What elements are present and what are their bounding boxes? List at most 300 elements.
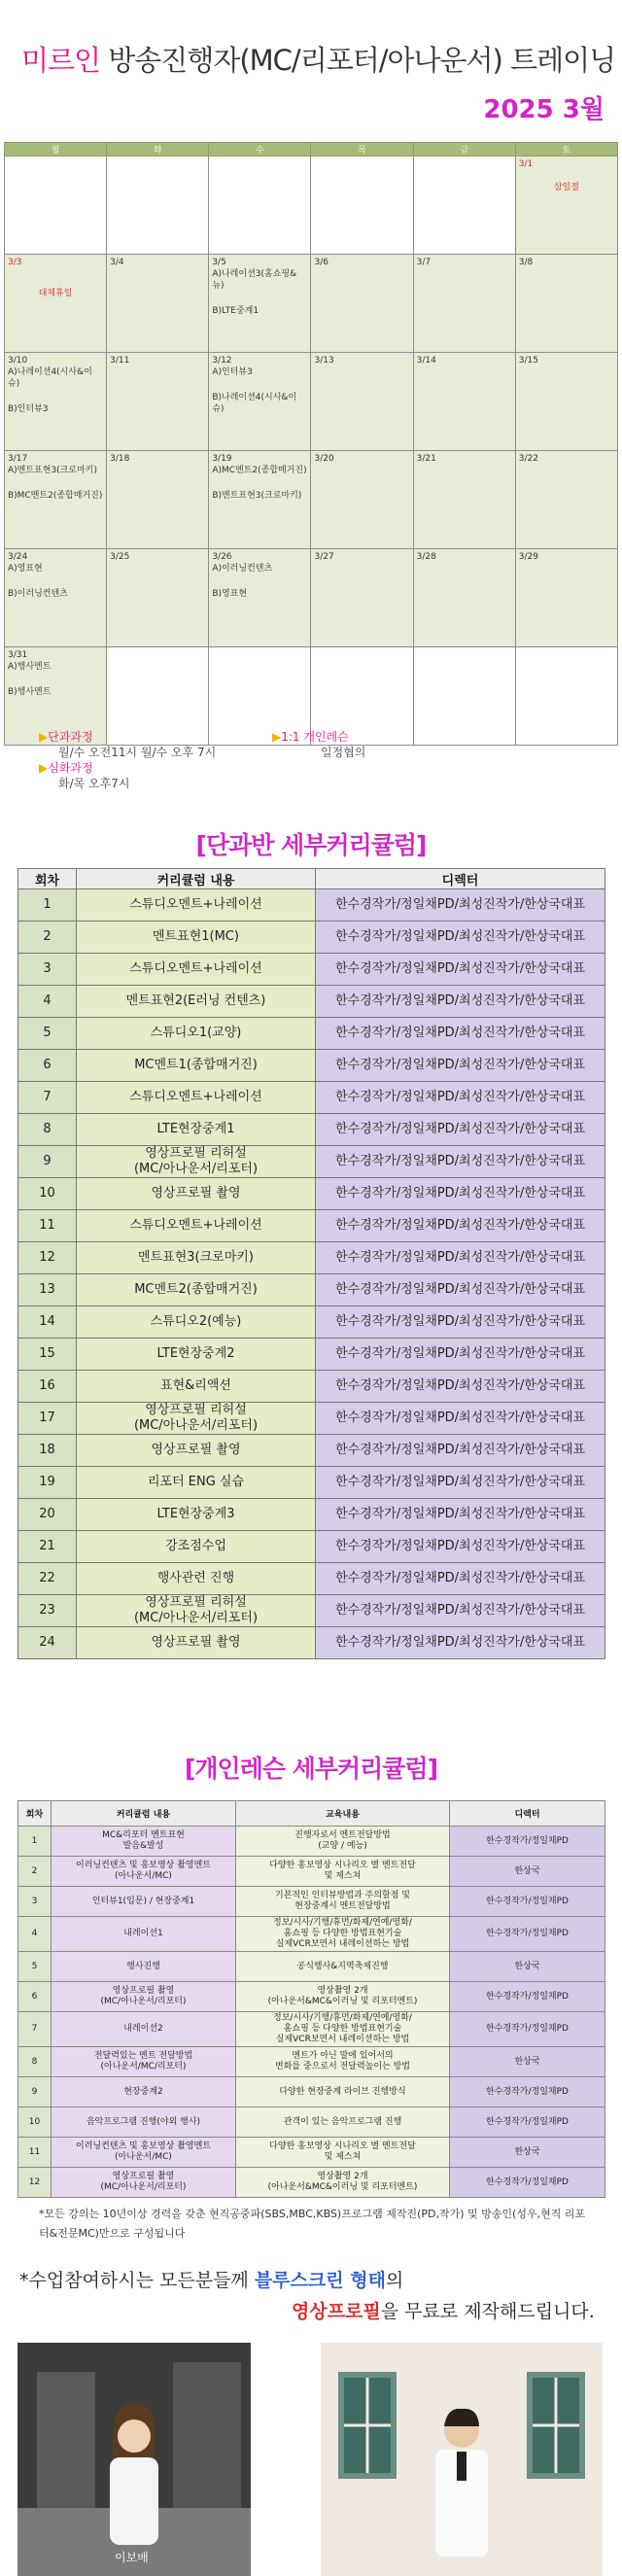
cell-line: 8 xyxy=(43,1122,52,1136)
title-text: 방송진행자(MC/리포터/아나운서) 트레이닝 xyxy=(100,44,616,77)
calendar-event: A)영표현 xyxy=(8,564,43,574)
cell-line: 한수경작가/정일채PD/최성진작가/한상국대표 xyxy=(334,1378,586,1393)
cell-line: (아나운서/MC/리포터) xyxy=(100,2062,187,2071)
calendar-event: A)행사멘트 xyxy=(8,662,52,672)
cell-line: 기본적인 인터뷰방법과 주의할점 및 xyxy=(275,1891,410,1900)
education-content xyxy=(236,1952,450,1982)
session-number xyxy=(18,1499,77,1531)
calendar-event: B)MC멘트2(종합매거진) xyxy=(8,491,103,501)
triangle-icon: ▶ xyxy=(39,761,49,775)
session-number xyxy=(18,1178,77,1210)
cell-line: 7 xyxy=(43,1090,52,1104)
session-number xyxy=(18,1595,77,1627)
cell-line: 3 xyxy=(43,961,52,976)
curriculum-content xyxy=(77,1595,316,1627)
calendar-day-cell xyxy=(515,255,617,353)
session-number xyxy=(18,1982,52,2012)
education-content xyxy=(236,1827,450,1857)
cell-line: 인터뷰1(입문) / 현장중계1 xyxy=(91,1896,195,1906)
cell-line: 12 xyxy=(39,1250,55,1265)
calendar-event: A)MC멘트2(종합매거진) xyxy=(212,466,307,475)
director xyxy=(450,2138,605,2168)
cell-line: 한수경작가/정일채PD/최성진작가/한상국대표 xyxy=(334,1346,586,1361)
calendar-date: 3/5 xyxy=(212,258,226,267)
table-row xyxy=(18,1339,605,1371)
cell-line: 한수경작가/정일채PD/최성진작가/한상국대표 xyxy=(334,961,586,976)
calendar-date: 3/21 xyxy=(416,454,436,464)
table-row xyxy=(18,954,605,986)
director xyxy=(316,1242,605,1274)
cell-line: 다양한 현장중계 라이브 진행방식 xyxy=(279,2086,406,2097)
table-row xyxy=(18,922,605,954)
cell-line: 영상프로필 촬영 xyxy=(112,1986,175,1996)
cell-line: 멘트표현3(크로마키) xyxy=(138,1250,254,1265)
calendar-day-cell xyxy=(5,157,107,255)
table-row xyxy=(18,1210,605,1242)
director xyxy=(450,1857,605,1887)
curriculum-content xyxy=(77,1082,316,1114)
cell-line: 현장중계2 xyxy=(123,2086,163,2097)
table-row xyxy=(18,1499,605,1531)
director xyxy=(450,1917,605,1952)
session-number xyxy=(18,2138,52,2168)
cell-line: 한수경작가/정일채PD xyxy=(486,2086,569,2097)
calendar-event: B)영표현 xyxy=(212,589,248,599)
education-content xyxy=(236,1917,450,1952)
director xyxy=(450,1982,605,2012)
session-number xyxy=(18,1082,77,1114)
calendar-date: 3/17 xyxy=(8,454,28,464)
cell-line: 이러닝컨텐츠 및 홍보영상 촬영멘트 xyxy=(76,2141,211,2151)
education-content xyxy=(236,2138,450,2168)
cell-line: 한수경작가/정일채PD xyxy=(486,2116,569,2127)
curriculum-content xyxy=(52,1982,236,2012)
cell-line: LTE현장중계3 xyxy=(156,1507,235,1521)
calendar-date: 3/11 xyxy=(110,356,130,366)
session-number xyxy=(18,922,77,954)
weekday-header: 금 xyxy=(413,143,515,157)
education-content xyxy=(236,2012,450,2047)
table-row xyxy=(18,1146,605,1178)
director xyxy=(316,1627,605,1659)
session-number xyxy=(18,2077,52,2107)
cell-line: 4 xyxy=(43,993,52,1008)
cell-line: 한수경작가/정일채PD/최성진작가/한상국대표 xyxy=(334,1314,586,1329)
table-row xyxy=(18,1050,605,1082)
cell-line: 한수경작가/정일채PD/최성진작가/한상국대표 xyxy=(334,1026,586,1040)
cell-line: 3 xyxy=(31,1896,38,1906)
curriculum-content xyxy=(52,1857,236,1887)
curriculum-content xyxy=(77,954,316,986)
calendar-date: 3/6 xyxy=(314,258,328,267)
cell-line: 다양한 홍보영상 시나리오 별 멘트전달 xyxy=(269,2141,416,2151)
director xyxy=(316,986,605,1018)
event-spacer xyxy=(212,292,307,305)
cell-line: 발음&발성 xyxy=(122,1841,164,1851)
cell-line: 영상촬영 2개 xyxy=(317,2172,368,2181)
curriculum-content xyxy=(77,1563,316,1595)
cell-line: 5 xyxy=(43,1026,52,1040)
calendar-event: A)멘트표현3(크로마키) xyxy=(8,466,97,475)
cell-line: 22 xyxy=(39,1571,55,1585)
cell-line: 2 xyxy=(43,929,52,944)
session-number xyxy=(18,1917,52,1952)
cell-line: (아나운서&MC&이러닝 및 리포터멘트) xyxy=(267,2182,418,2192)
curriculum-content xyxy=(77,1242,316,1274)
private-curriculum-header xyxy=(18,1801,605,1827)
calendar-day-cell xyxy=(311,451,413,549)
calendar-date: 3/31 xyxy=(8,650,28,660)
director xyxy=(316,1210,605,1242)
cell-line: 7 xyxy=(31,2024,38,2034)
cell-line: 이러닝컨텐츠 및 홍보영상 촬영멘트 xyxy=(76,1861,211,1870)
legend-group-classes xyxy=(39,729,311,791)
session-number xyxy=(18,2047,52,2077)
calendar-event: B)행사멘트 xyxy=(8,687,52,697)
cell-line: 스튜디오멘트+나레이션 xyxy=(129,897,262,912)
cell-line: 한수경작가/정일채PD/최성진작가/한상국대표 xyxy=(334,1475,586,1489)
table-row xyxy=(18,1627,605,1659)
basic-curriculum-header xyxy=(18,869,605,889)
cell-line: 리포터 ENG 실습 xyxy=(147,1475,245,1489)
basic-curriculum-table xyxy=(17,868,605,1659)
cell-line: 2 xyxy=(31,1865,38,1876)
director xyxy=(316,1499,605,1531)
cell-line: 한수경작가/정일채PD/최성진작가/한상국대표 xyxy=(334,1539,586,1553)
photo-illustration xyxy=(321,2343,603,2576)
curriculum-content xyxy=(52,2012,236,2047)
director xyxy=(316,1274,605,1306)
cell-line: 영상촬영 2개 xyxy=(317,1986,368,1996)
cell-line: 표현&리액션 xyxy=(160,1378,231,1393)
weekday-header: 목 xyxy=(311,143,413,157)
director xyxy=(316,1339,605,1371)
cell-line: 정보/시사/기행/휴먼/화제/연예/영화/ xyxy=(273,2013,412,2023)
table-row xyxy=(18,1082,605,1114)
calendar-date: 3/27 xyxy=(314,552,334,562)
legend-private: ▶1:1 개인레슨 xyxy=(272,730,349,744)
cell-line: 스튜디오멘트+나레이션 xyxy=(129,1218,262,1233)
basic-curriculum-body xyxy=(18,889,605,1659)
monthly-calendar xyxy=(4,142,618,746)
cell-line: 24 xyxy=(39,1635,55,1650)
column-header: 커리큘럼 내용 xyxy=(77,869,316,889)
cell-line: 영상프로필 촬영 xyxy=(151,1443,241,1457)
cell-line: 한수경작가/정일채PD xyxy=(486,1835,569,1846)
cell-line: 한수경작가/정일채PD/최성진작가/한상국대표 xyxy=(334,1282,586,1297)
cell-line: 한수경작가/정일채PD/최성진작가/한상국대표 xyxy=(334,1122,586,1136)
calendar-date: 3/10 xyxy=(8,356,28,366)
calendar-day-cell xyxy=(515,157,617,255)
event-spacer xyxy=(8,476,103,490)
cell-line: 공식행사&지역축제진행 xyxy=(296,1961,389,1971)
calendar-event: B)나레이션4(시사&이슈) xyxy=(212,393,297,414)
cell-line: 영상프로필 촬영 xyxy=(151,1635,241,1650)
session-number xyxy=(18,2107,52,2138)
cell-line: MC멘트2(종합매거진) xyxy=(134,1282,258,1297)
cell-line: 변화를 중으로서 전달력높이는 방법 xyxy=(275,2062,410,2071)
promo-prefix: *수업참여하시는 모든분들께 xyxy=(19,2270,255,2291)
director xyxy=(450,2107,605,2138)
curriculum-content xyxy=(77,1210,316,1242)
cell-line: 멘트표현1(MC) xyxy=(153,929,239,944)
photo-illustration xyxy=(17,2343,251,2576)
session-number xyxy=(18,1403,77,1435)
education-content xyxy=(236,1982,450,2012)
cell-line: 1 xyxy=(31,1835,38,1846)
calendar-date: 3/22 xyxy=(518,454,538,464)
calendar-date: 3/20 xyxy=(314,454,334,464)
calendar-date: 3/12 xyxy=(212,356,232,366)
session-number xyxy=(18,1627,77,1659)
cell-line: 9 xyxy=(43,1154,52,1168)
cell-line: (MC/아나운서/리포터) xyxy=(133,1418,259,1433)
curriculum-content xyxy=(77,1627,316,1659)
event-spacer xyxy=(212,476,307,490)
calendar-date: 3/25 xyxy=(110,552,130,562)
curriculum-content xyxy=(52,1952,236,1982)
curriculum-content xyxy=(52,1917,236,1952)
cell-line: LTE현장중계1 xyxy=(156,1122,235,1136)
director xyxy=(316,1403,605,1435)
header xyxy=(0,0,622,141)
cell-line: 스튜디오2(예능) xyxy=(150,1314,242,1329)
director xyxy=(316,1371,605,1403)
curriculum-content xyxy=(77,1018,316,1050)
cell-line: 1 xyxy=(43,897,52,912)
director xyxy=(316,889,605,922)
cell-line: 진행자로서 멘트전달방법 xyxy=(294,1830,391,1840)
curriculum-content xyxy=(77,1499,316,1531)
calendar-day-cell xyxy=(515,549,617,647)
curriculum-content xyxy=(77,922,316,954)
profile-photo-window xyxy=(321,2343,603,2576)
calendar-week-row xyxy=(5,451,618,549)
director xyxy=(316,1178,605,1210)
table-row xyxy=(18,1531,605,1563)
calendar-event: A)이러닝컨텐츠 xyxy=(212,564,273,574)
director xyxy=(450,1952,605,1982)
calendar-day-cell xyxy=(413,549,515,647)
calendar-date: 3/28 xyxy=(416,552,436,562)
cell-line: (MC/아나운서/리포터) xyxy=(100,2182,187,2192)
table-row xyxy=(18,1917,605,1952)
director xyxy=(450,1827,605,1857)
cell-line: 및 제스쳐 xyxy=(324,1871,362,1881)
cell-line: 홈쇼핑 등 다양한 방법표현기술 xyxy=(283,1929,402,1938)
education-content xyxy=(236,1857,450,1887)
session-number xyxy=(18,1306,77,1339)
promo-suffix: 을 무료로 제작해드립니다. xyxy=(380,2301,595,2322)
session-number xyxy=(18,1887,52,1917)
basic-curriculum-title: [단과반 세부커리큘럼] xyxy=(195,831,427,859)
event-spacer xyxy=(212,378,307,392)
cell-line: 한수경작가/정일채PD xyxy=(486,2024,569,2034)
education-content xyxy=(236,2107,450,2138)
cell-line: (MC/아나운서/리포터) xyxy=(133,1162,259,1176)
curriculum-content xyxy=(77,1306,316,1339)
cell-line: 정보/시사/기행/휴먼/화제/연예/영화/ xyxy=(273,1918,412,1928)
calendar-week-row xyxy=(5,255,618,353)
cell-line: 한수경작가/정일채PD/최성진작가/한상국대표 xyxy=(334,1443,586,1457)
event-spacer xyxy=(8,574,103,588)
cell-line: 한수경작가/정일채PD/최성진작가/한상국대표 xyxy=(334,929,586,944)
cell-line: 한수경작가/정일채PD xyxy=(486,1929,569,1938)
promo-highlight-red: 영상프로필 xyxy=(292,2301,381,2322)
calendar-event: A)나레이션3(홈쇼핑&뉴) xyxy=(212,269,297,291)
course-legend xyxy=(39,729,583,807)
table-row xyxy=(18,2077,605,2107)
calendar-date: 3/19 xyxy=(212,454,232,464)
calendar-day-cell xyxy=(209,255,311,353)
table-row xyxy=(18,1563,605,1595)
table-row xyxy=(18,1403,605,1435)
table-row xyxy=(18,1242,605,1274)
cell-line: 한수경작가/정일채PD/최성진작가/한상국대표 xyxy=(334,1507,586,1521)
calendar-day-cell xyxy=(209,451,311,549)
table-row xyxy=(18,889,605,922)
session-number xyxy=(18,1274,77,1306)
event-spacer xyxy=(8,390,103,403)
cell-line: 11 xyxy=(39,1218,55,1233)
curriculum-content xyxy=(77,1146,316,1178)
education-content xyxy=(236,2077,450,2107)
calendar-date: 3/7 xyxy=(416,258,432,267)
cell-line: 9 xyxy=(31,2086,38,2097)
column-header: 디렉터 xyxy=(450,1801,605,1827)
table-row xyxy=(18,1857,605,1887)
session-number xyxy=(18,1531,77,1563)
director xyxy=(316,1435,605,1467)
calendar-day-cell xyxy=(413,353,515,451)
triangle-icon: ▶ xyxy=(39,730,49,744)
column-header: 커리큘럼 내용 xyxy=(52,1801,236,1827)
curriculum-content xyxy=(77,1050,316,1082)
calendar-body xyxy=(5,157,618,746)
cell-line: 12 xyxy=(28,2176,41,2187)
calendar-day-cell xyxy=(311,353,413,451)
cell-line: 6 xyxy=(43,1058,52,1072)
director xyxy=(316,1082,605,1114)
session-number xyxy=(18,1827,52,1857)
table-row xyxy=(18,2107,605,2138)
cell-line: 18 xyxy=(39,1443,55,1457)
cell-line: 한수경작가/정일채PD/최성진작가/한상국대표 xyxy=(334,1250,586,1265)
cell-line: 및 제스쳐 xyxy=(324,2152,362,2162)
legend-advanced: ▶심화과정 xyxy=(39,761,93,775)
director xyxy=(450,2077,605,2107)
director xyxy=(450,2047,605,2077)
session-number xyxy=(18,2012,52,2047)
cell-line: 19 xyxy=(39,1475,55,1489)
calendar-date: 3/18 xyxy=(110,454,130,464)
session-number xyxy=(18,1857,52,1887)
curriculum-content xyxy=(77,1178,316,1210)
session-number xyxy=(18,1952,52,1982)
curriculum-content xyxy=(77,1339,316,1371)
calendar-day-cell xyxy=(209,157,311,255)
cell-line: 21 xyxy=(39,1539,55,1553)
cell-line: (아나운서/MC) xyxy=(115,1871,172,1881)
brand-name: 미르인 xyxy=(21,44,101,77)
calendar-day-cell xyxy=(5,353,107,451)
profile-photo-studio xyxy=(17,2343,251,2576)
private-curriculum-body xyxy=(18,1827,605,2198)
holiday-label: 대체휴일 xyxy=(38,289,73,298)
calendar-date: 3/24 xyxy=(8,552,28,562)
table-row xyxy=(18,1114,605,1146)
calendar-day-cell xyxy=(311,255,413,353)
curriculum-content xyxy=(77,1435,316,1467)
calendar-weekday-row xyxy=(5,143,618,157)
cell-line: 11 xyxy=(28,2146,41,2157)
column-header: 회차 xyxy=(18,869,77,889)
director xyxy=(450,2168,605,2198)
curriculum-content xyxy=(52,2047,236,2077)
cell-line: 10 xyxy=(28,2116,41,2127)
calendar-event: B)LTE중계1 xyxy=(212,306,259,316)
cell-line: 13 xyxy=(39,1282,55,1297)
cell-line: 한수경작가/정일채PD xyxy=(486,2176,569,2187)
cell-line: 15 xyxy=(39,1346,55,1361)
calendar-month: 2025 3월 xyxy=(483,95,605,124)
weekday-header: 토 xyxy=(515,143,617,157)
cell-line: 영상프로필 촬영 xyxy=(151,1186,241,1201)
cell-line: 한수경작가/정일채PD xyxy=(486,1896,569,1906)
calendar-day-cell xyxy=(107,255,209,353)
cell-line: 스튜디오멘트+나레이션 xyxy=(129,961,262,976)
table-row xyxy=(18,1467,605,1499)
promo-text xyxy=(19,2265,612,2327)
cell-line: 4 xyxy=(31,1929,38,1938)
cell-line: 홈쇼핑 등 다양한 방법표현기술 xyxy=(283,2024,402,2034)
table-row xyxy=(18,1952,605,1982)
cell-line: 한수경작가/정일채PD/최성진작가/한상국대표 xyxy=(334,1410,586,1425)
calendar-day-cell xyxy=(413,255,515,353)
cell-line: 내레이션1 xyxy=(123,1929,163,1938)
private-curriculum-title: [개인레슨 세부커리큘럼] xyxy=(184,1755,438,1783)
triangle-icon: ▶ xyxy=(272,730,282,744)
session-number xyxy=(18,2168,52,2198)
cell-line: (MC/아나운서/리포터) xyxy=(100,1997,187,2006)
cell-line: 음악프로그램 진행(야외 행사) xyxy=(86,2116,201,2127)
cell-line: 한수경작가/정일채PD/최성진작가/한상국대표 xyxy=(334,1218,586,1233)
table-row xyxy=(18,1018,605,1050)
calendar-day-cell xyxy=(209,549,311,647)
director xyxy=(316,1563,605,1595)
calendar-date: 3/1 xyxy=(518,159,534,169)
private-curriculum-table xyxy=(17,1800,605,2198)
calendar-date: 3/8 xyxy=(518,258,534,267)
column-header: 디렉터 xyxy=(316,869,605,889)
calendar-week-row xyxy=(5,353,618,451)
calendar-week-row xyxy=(5,157,618,255)
cell-line: 관객이 있는 음악프로그램 진행 xyxy=(283,2116,402,2127)
cell-line: (아나운서&MC&이러닝 및 리포터멘트) xyxy=(267,1997,418,2006)
session-number xyxy=(18,1114,77,1146)
session-number xyxy=(18,1371,77,1403)
cell-line: MC멘트1(종합매거진) xyxy=(134,1058,258,1072)
promo-mid: 의 xyxy=(385,2270,404,2291)
photo-caption: 이보배 xyxy=(115,2551,149,2564)
cell-line: 행사관련 진행 xyxy=(156,1571,235,1585)
legend-group-private xyxy=(272,729,466,760)
table-row xyxy=(18,1827,605,1857)
curriculum-content xyxy=(77,986,316,1018)
cell-line: 한수경작가/정일채PD/최성진작가/한상국대표 xyxy=(334,1635,586,1650)
cell-line: 5 xyxy=(31,1961,38,1971)
education-content xyxy=(236,2047,450,2077)
